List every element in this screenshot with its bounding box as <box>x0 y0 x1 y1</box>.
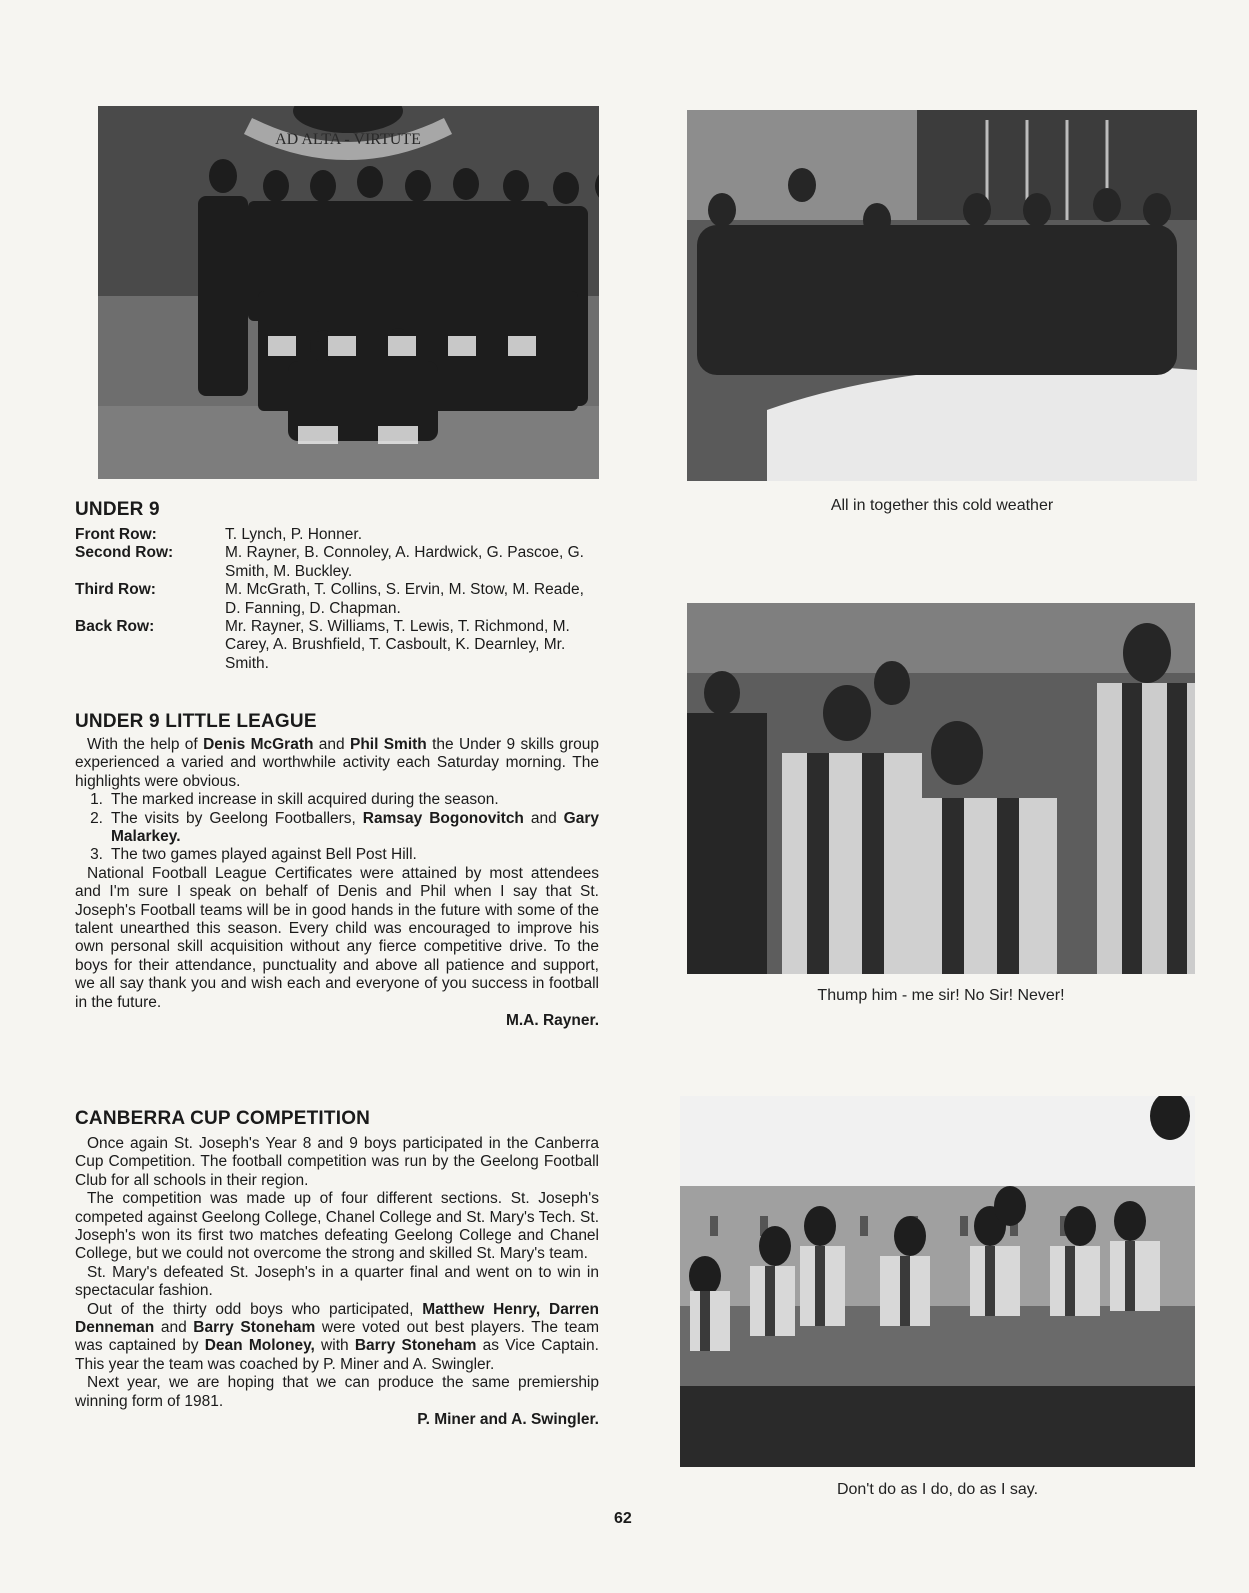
canberra-para-4: Out of the thirty odd boys who participated, Matthew Henry, Darren Denneman and Barry Stoneham were voted out best players. The team was captained by Dean Moloney, with Barry Stoneham as Vice Captain. This year the team was coached by P. Miner and A. Swingler. <box>75 1300 599 1373</box>
canberra-heading: CANBERRA CUP COMPETITION <box>75 1108 371 1129</box>
cold-weather-figures <box>687 110 1197 481</box>
locker-room-photo <box>680 1096 1195 1467</box>
row-label: Back Row: <box>75 618 155 636</box>
under9-heading: UNDER 9 <box>75 499 160 520</box>
caption-thump-him: Thump him - me sir! No Sir! Never! <box>817 987 1065 1004</box>
canberra-para-3: St. Mary's defeated St. Joseph's in a quarter final and went on to win in spectacular fashion. <box>75 1263 599 1300</box>
canberra-para-1: Once again St. Joseph's Year 8 and 9 boys participated in the Canberra Cup Competition. The football competition was run by the Geelong Football Club for all schools in their region. <box>75 1135 599 1189</box>
locker-room-figures <box>680 1096 1195 1467</box>
row-label: Front Row: <box>75 526 157 543</box>
under9-team-photo <box>98 106 599 479</box>
thump-him-photo <box>687 603 1195 974</box>
row-third <box>75 581 603 618</box>
canberra-signature: P. Miner and A. Swingler. <box>417 1411 599 1429</box>
team-photo-figures <box>98 106 599 479</box>
row-names: T. Lynch, P. Honner. <box>225 526 363 543</box>
little-league-intro: With the help of Denis McGrath and Phil Smith the Under 9 skills group experienced a varied and worthwhile activity each Saturday morning. The highlights were obvious. <box>75 736 599 790</box>
list-item: 3. The two games played against Bell Post Hill. <box>90 846 417 864</box>
canberra-para-5: Next year, we are hoping that we can produce the same premiership winning form of 1981. <box>75 1374 599 1410</box>
little-league-closing: National Football League Certificates were attained by most attendees and I'm sure I speak on behalf of Denis and Phil when I say that St. Joseph's Football teams will be in good hands in the future with some of the talent unearthed this season. Every child was encouraged to improve his own personal skill acquisition without any fierce competitive drive. To the boys for their attendance, punctuality and above all patience and support, we all say thank you and wish each and everyone of you success in football in the future. <box>75 864 599 1011</box>
little-league-signature: M.A. Rayner. <box>505 1012 599 1030</box>
caption-cold-weather: All in together this cold weather <box>830 497 1054 514</box>
row-names: Mr. Rayner, S. Williams, T. Lewis, T. Richmond, M. Carey, A. Brushfield, T. Casboult, K. Dearnley, Mr. Smith. <box>225 618 570 672</box>
list-item: 1. The marked increase in skill acquired during the season. <box>90 791 499 809</box>
row-label: Third Row: <box>75 581 156 599</box>
row-second <box>75 544 603 581</box>
list-item: 2. The visits by Geelong Footballers, Ramsay Bogonovitch and Gary Malarkey. <box>90 809 599 846</box>
row-names: M. McGrath, T. Collins, S. Ervin, M. Stow, M. Reade, D. Fanning, D. Chapman. <box>225 581 584 617</box>
row-label: Second Row: <box>75 544 174 562</box>
cold-weather-photo <box>687 110 1197 481</box>
little-league-heading: UNDER 9 LITTLE LEAGUE <box>75 711 317 732</box>
thump-him-figures <box>687 603 1195 974</box>
canberra-body <box>75 1135 599 1430</box>
canberra-para-2: The competition was made up of four different sections. St. Joseph's competed against Geelong College, Chanel College and St. Mary's Tech. St. Joseph's won its first two matches defeating Geelong College and Chanel College, but we could not overcome the strong and skilled St. Mary's team. <box>75 1190 599 1263</box>
banner-motto-text: AD ALTA - VIRTUTE <box>275 131 421 148</box>
row-front <box>75 526 603 544</box>
under9-rows <box>75 526 603 673</box>
row-back <box>75 618 603 673</box>
caption-do-as-i-say: Don't do as I do, do as I say. <box>836 1481 1039 1498</box>
page-number: 62 <box>614 1510 632 1527</box>
little-league-body <box>75 736 599 1031</box>
row-names: M. Rayner, B. Connoley, A. Hardwick, G. Pascoe, G. Smith, M. Buckley. <box>225 544 584 580</box>
